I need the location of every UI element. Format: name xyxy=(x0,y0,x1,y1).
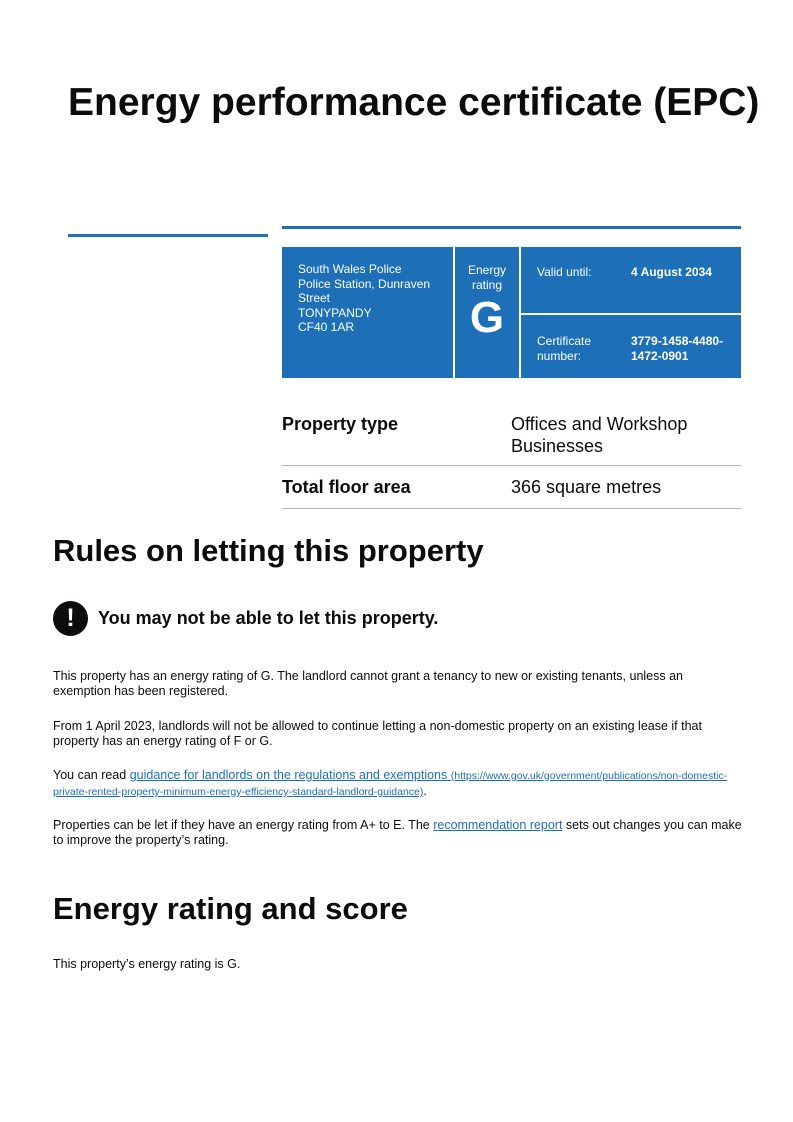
guidance-link[interactable] xyxy=(53,768,727,798)
valid-until-value: 4 August 2034 xyxy=(631,265,712,279)
property-details-table xyxy=(282,403,741,509)
letting-date-paragraph: From 1 April 2023, landlords will not be allowed to continue letting a non-domestic property on an existing lease if that property has an energy rating of F or G. xyxy=(53,719,702,748)
certificate-number-value: 3779-1458-4480-1472-0901 xyxy=(631,334,724,363)
address-line: TONYPANDY xyxy=(298,305,372,320)
table-row xyxy=(282,403,741,466)
left-divider xyxy=(68,234,268,237)
certificate-number-label: Certificate number: xyxy=(537,334,592,363)
epc-summary-box xyxy=(282,247,741,378)
rules-heading: Rules on letting this property xyxy=(53,533,484,568)
guidance-paragraph xyxy=(53,768,743,800)
recommendation-suffix: sets out changes you can make to improve the property’s rating. xyxy=(53,818,742,847)
letting-rule-paragraph: This property has an energy rating of G. The landlord cannot grant a tenancy to new or existing tenants, unless an exemption has been registered. xyxy=(53,669,684,698)
valid-until-label: Valid until: xyxy=(537,265,592,279)
address-line: CF40 1AR xyxy=(298,320,355,334)
guidance-prefix: You can read xyxy=(53,768,130,782)
energy-rating-label: rating xyxy=(471,278,503,292)
top-divider xyxy=(282,226,741,229)
guidance-link-text: guidance for landlords on the regulations and exemptions xyxy=(129,768,448,782)
page-title: Energy performance certificate (EPC) xyxy=(68,81,760,124)
exclamation-icon: ! xyxy=(53,601,88,636)
property-type-value: Offices and Workshop Businesses xyxy=(511,414,688,456)
recommendation-prefix: Properties can be let if they have an energy rating from A+ to E. The xyxy=(53,818,434,832)
warning-text: You may not be able to let this property. xyxy=(98,608,439,628)
property-type-key: Property type xyxy=(282,414,399,434)
recommendation-paragraph xyxy=(53,818,743,848)
address-line: Police Station, Dunraven Street xyxy=(298,276,431,305)
floor-area-value: 366 square metres xyxy=(511,477,662,497)
energy-rating-text: This property’s energy rating is G. xyxy=(53,957,241,971)
guidance-link-url: (https://www.gov.uk/government/publications/non-domestic-private-rented-property-minimum-energy-efficiency-standard-landlord-guidance) xyxy=(53,770,728,798)
recommendation-report-link[interactable]: recommendation report xyxy=(433,818,563,832)
energy-rating-heading: Energy rating and score xyxy=(53,891,408,926)
floor-area-key: Total floor area xyxy=(282,477,411,497)
certificate-number-cell xyxy=(521,315,741,378)
property-address xyxy=(282,247,453,378)
guidance-suffix: . xyxy=(423,784,427,798)
energy-rating-letter: G xyxy=(469,293,505,342)
table-row xyxy=(282,466,741,509)
valid-until-cell xyxy=(521,247,741,313)
address-line: South Wales Police xyxy=(298,262,402,276)
energy-rating-cell xyxy=(455,247,519,378)
energy-rating-label: Energy xyxy=(467,263,507,277)
